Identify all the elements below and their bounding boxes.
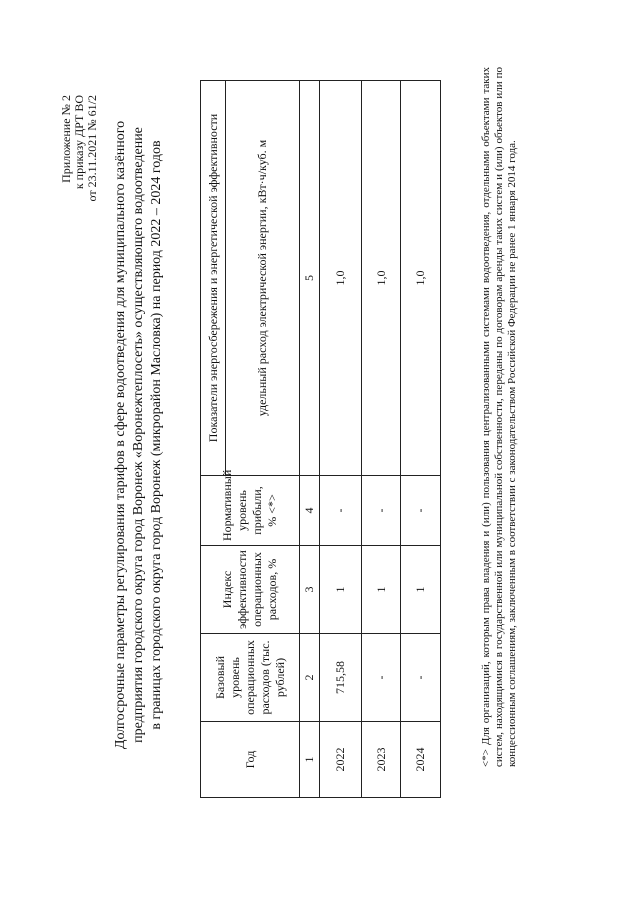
cell-year: 2023 [362, 722, 401, 798]
cell-index: 1 [401, 546, 441, 634]
header-base-level: Базовый уровень операционных расходов (тыс. рублей) [201, 634, 300, 722]
table-row [401, 81, 441, 798]
header-profit-level: Нормативный уровень прибыли, % <*> [201, 476, 300, 546]
appendix-header [60, 95, 99, 201]
cell-profit: - [401, 476, 441, 546]
table-header-row [201, 81, 226, 798]
cell-energy: 1,0 [320, 81, 362, 476]
header-energy-sub: удельный расход электрической энергии, кВт·ч/куб. м [226, 81, 300, 476]
column-number: 4 [300, 476, 320, 546]
column-number-row [300, 81, 320, 798]
header-efficiency-index: Индекс эффективности операционных расходов, % [201, 546, 300, 634]
title-line-1: Долгосрочные параметры регулирования тарифов в сфере водоотведения для муниципального казённого [113, 120, 128, 750]
tariff-parameters-table [200, 80, 441, 798]
appendix-order-ref: к приказу ДРТ ВО [72, 95, 86, 190]
table-row [362, 81, 401, 798]
column-number: 2 [300, 634, 320, 722]
cell-year: 2022 [320, 722, 362, 798]
column-number: 3 [300, 546, 320, 634]
cell-profit: - [362, 476, 401, 546]
header-energy-group: Показатели энергосбережения и энергетической эффективности [201, 81, 226, 476]
cell-base: 715,58 [320, 634, 362, 722]
appendix-number: Приложение № 2 [59, 95, 73, 183]
appendix-order-date: от 23.11.2021 № 61/2 [85, 95, 99, 202]
cell-base: - [362, 634, 401, 722]
footnote: <*> Для организаций, которым права владения и (или) пользования централизованными системами водоотведения, отдельными объектами таких систем, находящимися в государственной или муниципальной собственности, переданы по договорам аренды таких систем и (или) объектов или по концессионным соглашениям, заключенным в соответствии с законодательством Российской Федерации не ранее 1 января 2014 года. [480, 67, 518, 767]
table-row [320, 81, 362, 798]
column-number: 5 [300, 81, 320, 476]
cell-base: - [401, 634, 441, 722]
cell-index: 1 [320, 546, 362, 634]
title-line-2: предприятия городского округа город Воронеж «Воронежтеплосеть» осуществляющего водоотведение [131, 127, 146, 743]
cell-profit: - [320, 476, 362, 546]
cell-energy: 1,0 [401, 81, 441, 476]
header-year: Год [201, 722, 300, 798]
column-number: 1 [300, 722, 320, 798]
cell-index: 1 [362, 546, 401, 634]
cell-year: 2024 [401, 722, 441, 798]
title-line-3: в границах городского округа город Воронеж (микрорайон Масловка) на период 2022 – 2024 годов [149, 140, 164, 730]
document-title [112, 85, 166, 785]
cell-energy: 1,0 [362, 81, 401, 476]
